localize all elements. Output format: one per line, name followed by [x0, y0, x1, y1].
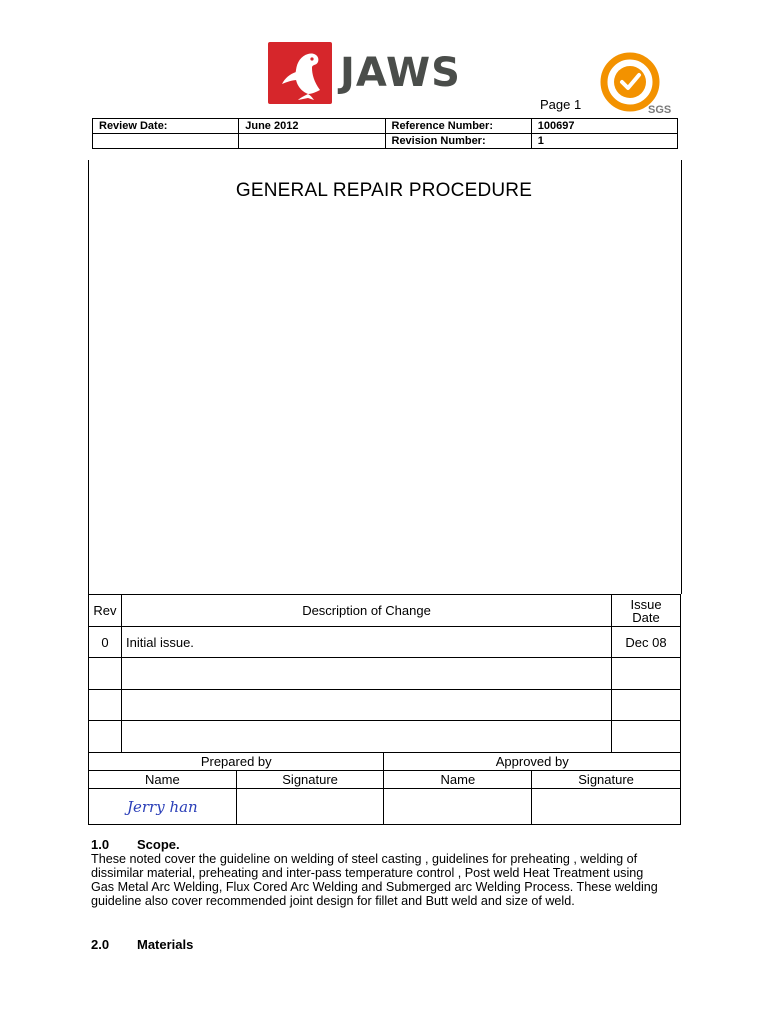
document-title: GENERAL REPAIR PROCEDURE: [235, 180, 533, 201]
table-row: [89, 627, 681, 658]
reference-number-value: 100697: [531, 119, 677, 134]
section-number: 2.0: [91, 937, 110, 952]
jaws-logo-mark: [268, 42, 332, 104]
brand-wordmark: JAWS: [340, 50, 461, 96]
description-cell: [121, 658, 611, 690]
approved-signature-cell: [532, 789, 681, 825]
issue-date-header-line1: Issue: [630, 596, 662, 612]
rev-header: Rev: [89, 595, 122, 627]
iso-certification-seal: [596, 52, 672, 116]
issue-date-header: [612, 595, 681, 627]
issue-date-header-line2: Date: [632, 609, 660, 625]
page-number: Page 1: [540, 97, 582, 112]
reference-number-label: Reference Number:: [385, 119, 531, 134]
date-cell: Dec 08: [612, 627, 681, 658]
dolphin-icon: [268, 42, 332, 104]
body-line: guideline also cover recommended joint design for fillet and Butt weld and size of weld.: [91, 894, 575, 908]
body-line: Gas Metal Arc Welding, Flux Cored Arc Welding and Submerged arc Welding Process. These welding: [91, 880, 658, 894]
approved-by-header: Approved by: [384, 753, 681, 771]
prepared-signature-label: Signature: [236, 771, 384, 789]
signoff-table: [88, 752, 681, 825]
description-cell: Initial issue.: [121, 627, 611, 658]
section-heading: Materials: [137, 937, 194, 952]
section-number: 1.0: [91, 837, 110, 852]
section-heading: Scope.: [137, 837, 180, 852]
rev-cell: [89, 658, 122, 690]
review-date-label: Review Date:: [93, 119, 239, 134]
revision-number-value: 1: [531, 134, 677, 149]
approved-name-cell: [384, 789, 532, 825]
sgs-mark: SGS: [648, 104, 672, 116]
table-row: [89, 690, 681, 721]
empty-cell: [93, 134, 239, 149]
date-cell: [612, 690, 681, 721]
empty-cell: [239, 134, 385, 149]
approved-name-label: Name: [384, 771, 532, 789]
description-header: Description of Change: [121, 595, 611, 627]
date-cell: [612, 721, 681, 753]
prepared-name-label: Name: [89, 771, 237, 789]
rev-cell: 0: [89, 627, 122, 658]
review-date-value: June 2012: [239, 119, 385, 134]
approved-signature-label: Signature: [532, 771, 681, 789]
description-cell: [121, 721, 611, 753]
revision-history-table: [88, 594, 681, 753]
document-info-table: [92, 118, 678, 149]
rev-cell: [89, 721, 122, 753]
section-body: [91, 852, 691, 908]
revision-number-label: Revision Number:: [385, 134, 531, 149]
date-cell: [612, 658, 681, 690]
prepared-signature-cell: [236, 789, 384, 825]
title-frame: [88, 160, 682, 594]
table-row: [89, 721, 681, 753]
description-cell: [121, 690, 611, 721]
body-line: dissimilar material, preheating and inter-pass temperature control , Post weld Heat Treatment using: [91, 866, 644, 880]
body-line: These noted cover the guideline on welding of steel casting , guidelines for preheating , welding of: [91, 852, 638, 866]
rev-cell: [89, 690, 122, 721]
prepared-by-header: Prepared by: [89, 753, 384, 771]
table-row: [89, 658, 681, 690]
prepared-name-cell: [89, 789, 237, 825]
handwritten-signature: Jerry han: [126, 797, 198, 816]
